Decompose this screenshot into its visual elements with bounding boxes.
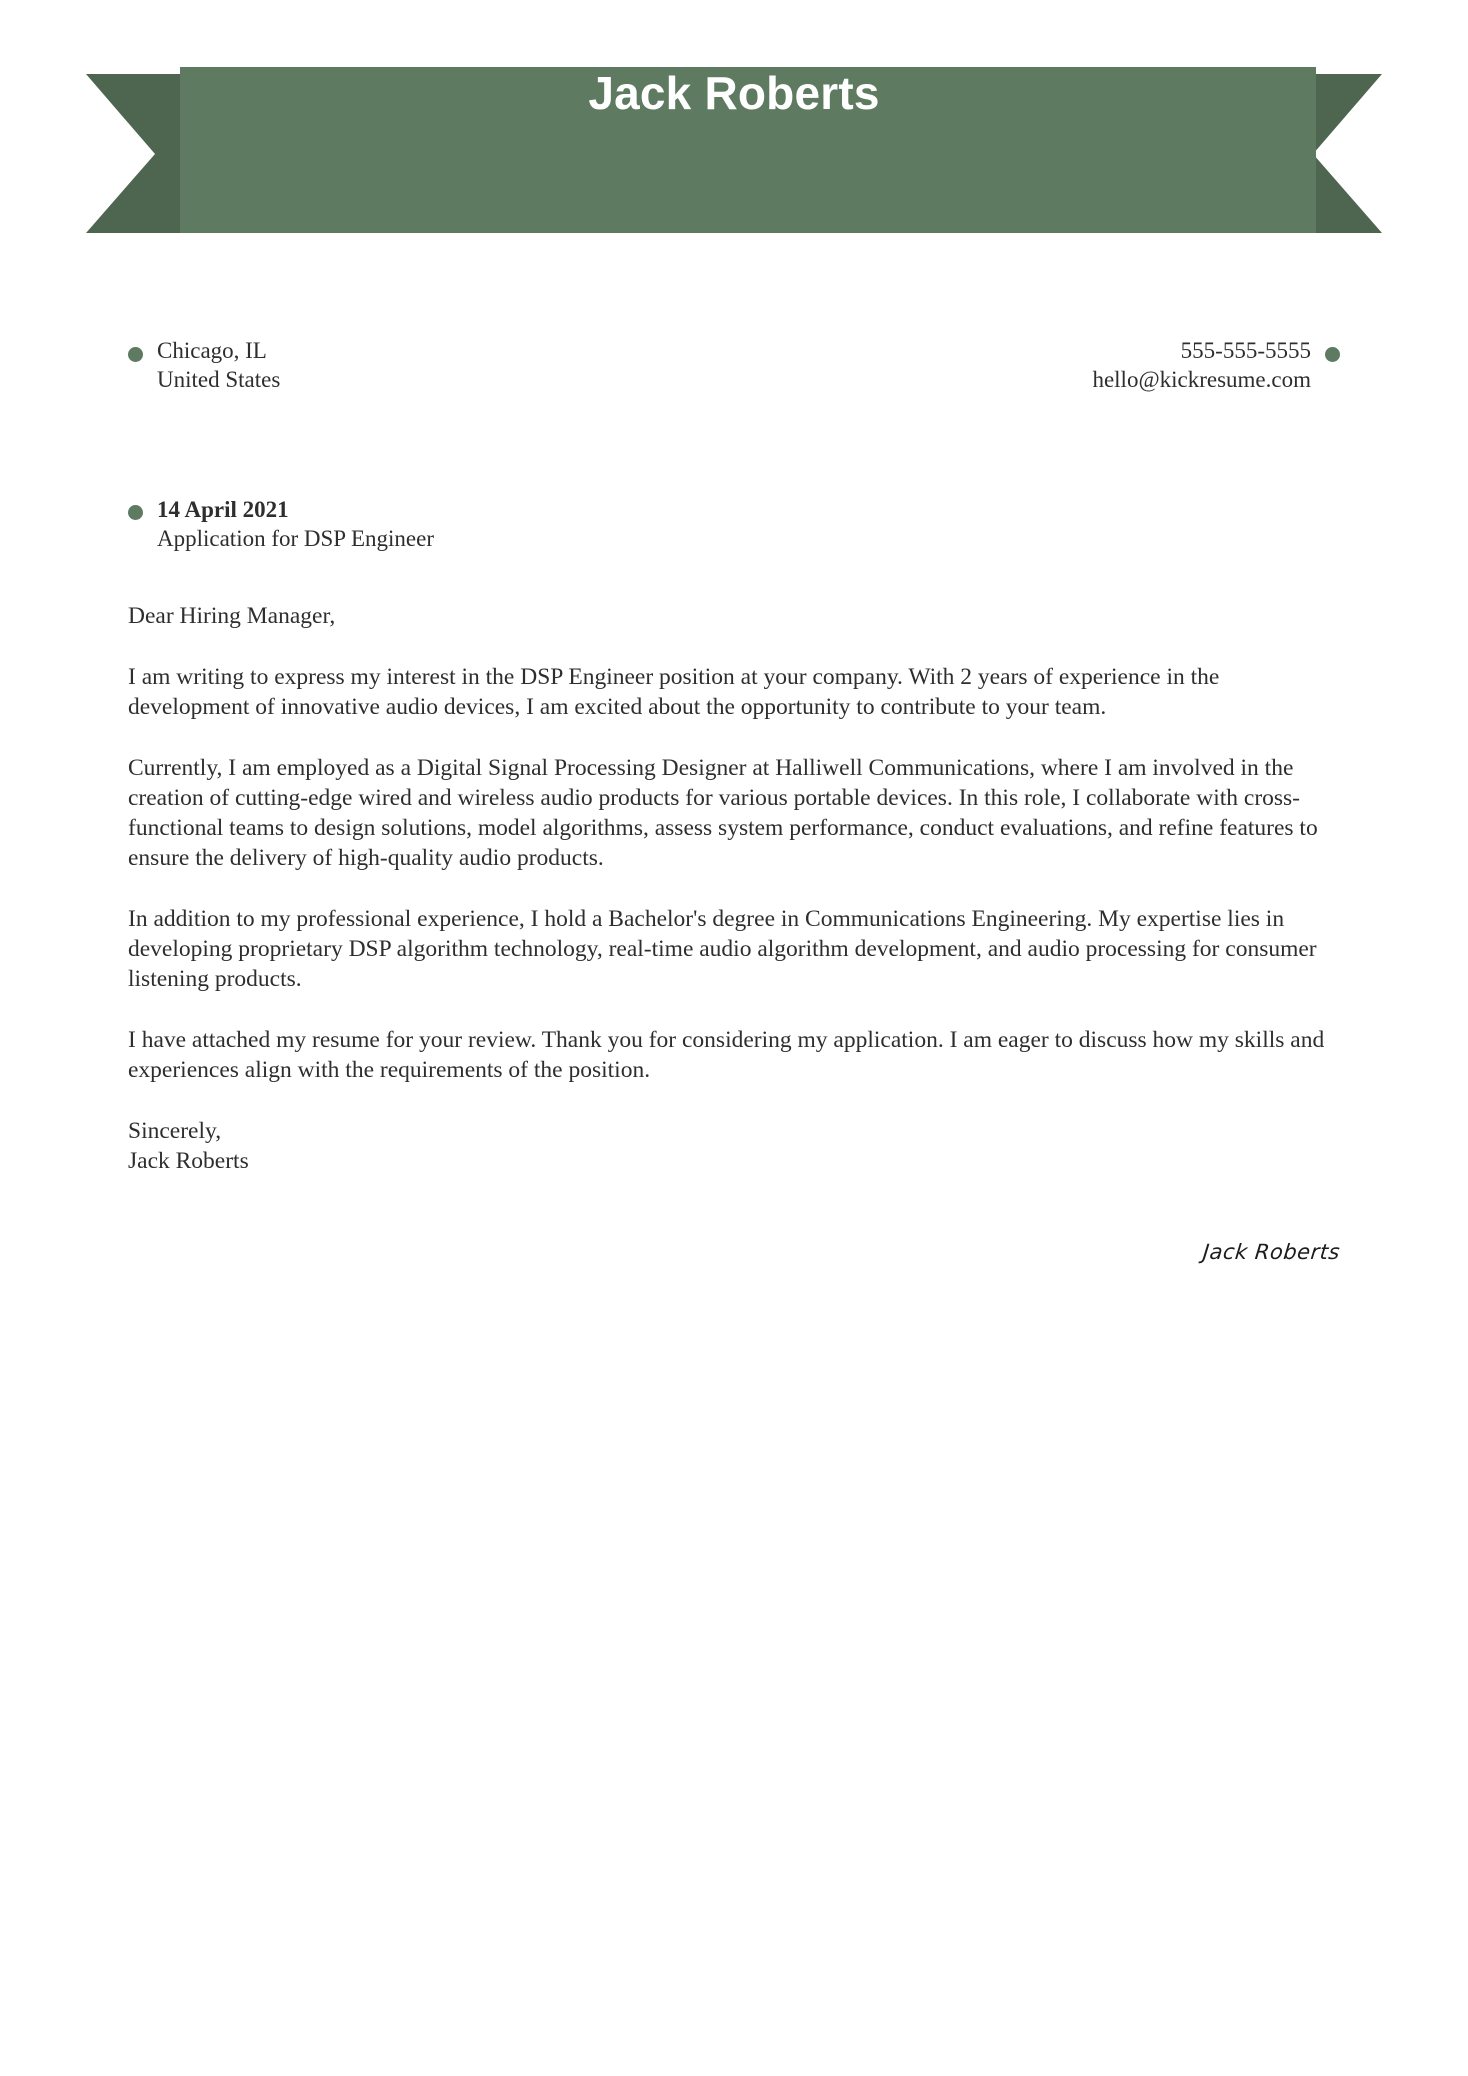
- salutation: Dear Hiring Manager,: [128, 603, 336, 629]
- signature: Jack Roberts: [1201, 1240, 1342, 1264]
- closing-name: Jack Roberts: [128, 1148, 249, 1174]
- body-paragraph-1: I am writing to express my interest in the DSP Engineer position at your company. With 2 years of experience in the development of innovative audio devices, I am excited about the opportunity to contribute to your team.: [128, 664, 1220, 720]
- bullet-dot-icon: [128, 347, 143, 362]
- bullet-dot-icon: [128, 505, 143, 520]
- body-paragraph-4: I have attached my resume for your review. Thank you for considering my application. I am eager to discuss how my skills and experiences align with the requirements of the position.: [128, 1027, 1325, 1083]
- meta-lines: [157, 495, 434, 553]
- contact-block-details: [1092, 336, 1340, 394]
- letter-subject: Application for DSP Engineer: [157, 526, 435, 551]
- contact-row: [0, 336, 1468, 416]
- letter-meta: [128, 495, 1340, 553]
- header-ribbon: [0, 0, 1468, 240]
- contact-email[interactable]: hello@kickresume.com: [1092, 367, 1311, 392]
- closing-block: [128, 1116, 1340, 1176]
- ribbon-shape: [0, 0, 1468, 240]
- contact-city: Chicago, IL: [157, 338, 267, 363]
- body-paragraph-3: In addition to my professional experience, I hold a Bachelor's degree in Communications Engineering. My expertise lies in developing proprietary DSP algorithm technology, real-time audio algorithm development, and audio processing for consumer listening products.: [128, 906, 1317, 992]
- letter-body: [128, 495, 1340, 1176]
- page-title: Jack Roberts: [588, 67, 880, 119]
- contact-phone[interactable]: 555-555-5555: [1180, 338, 1311, 363]
- letter-date: 14 April 2021: [157, 497, 289, 522]
- body-paragraph-2: Currently, I am employed as a Digital Signal Processing Designer at Halliwell Communications, where I am involved in the creation of cutting-edge wired and wireless audio products for various portable devices. In this role, I collaborate with cross-functional teams to design solutions, model algorithms, assess system performance, conduct evaluations, and refine features to ensure the delivery of high-quality audio products.: [128, 755, 1318, 871]
- address-lines: [157, 336, 280, 394]
- bullet-dot-icon: [1325, 347, 1340, 362]
- closing-word: Sincerely,: [128, 1118, 222, 1144]
- contact-block-address: [128, 336, 280, 394]
- contact-country: United States: [157, 367, 281, 392]
- detail-lines: [1092, 336, 1311, 394]
